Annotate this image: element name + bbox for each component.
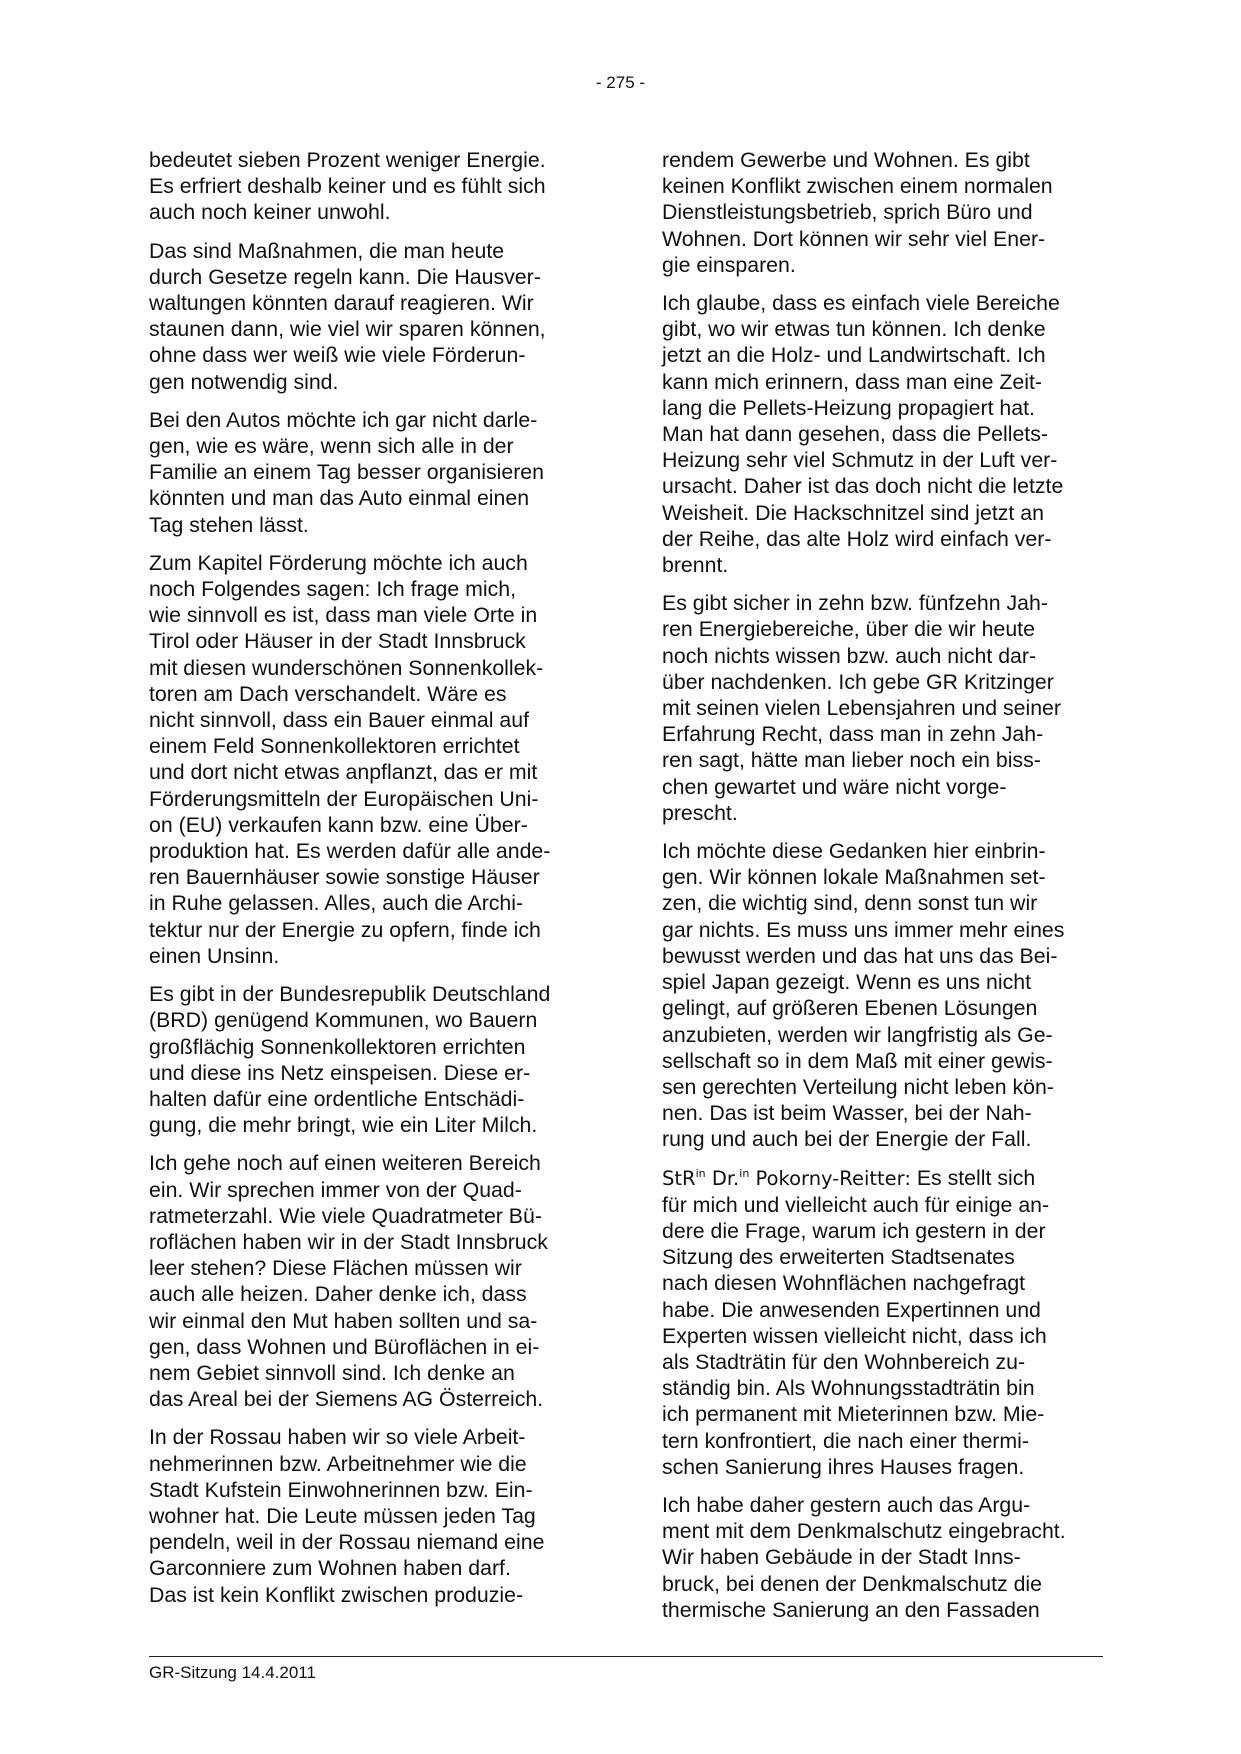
paragraph xyxy=(662,1492,1102,1623)
text-line: Weisheit. Die Hackschnitzel sind jetzt an xyxy=(662,500,1044,525)
text-line: Förderungsmitteln der Europäischen Uni- xyxy=(149,786,539,811)
text-line: in Ruhe gelassen. Alles, auch die Archi- xyxy=(149,891,524,916)
text-line: gelingt, auf größeren Ebenen Lösungen xyxy=(662,996,1038,1021)
text-line: Ich habe daher gestern auch das Argu- xyxy=(662,1492,1031,1517)
text-line: Das sind Maßnahmen, die man heute xyxy=(149,238,505,263)
text-line: ständig bin. Als Wohnungsstadträtin bin xyxy=(662,1376,1035,1401)
text-line: mit diesen wunderschönen Sonnenkollek- xyxy=(149,655,544,680)
text-line: lang die Pellets-Heizung propagiert hat. xyxy=(662,395,1035,420)
text-line: wohner hat. Die Leute müssen jeden Tag xyxy=(149,1503,536,1528)
text-line: gen, dass Wohnen und Büroflächen in ei- xyxy=(149,1334,540,1359)
text-line: on (EU) verkaufen kann bzw. eine Über- xyxy=(149,812,528,837)
text-line: tektur nur der Energie zu opfern, finde ich xyxy=(149,917,541,942)
text-line: Ich glaube, dass es einfach viele Bereiche xyxy=(662,291,1060,316)
text-line: noch Folgendes sagen: Ich frage mich, xyxy=(149,577,516,602)
text-line: großflächig Sonnenkollektoren errichten xyxy=(149,1034,526,1059)
text-line: bruck, bei denen der Denkmalschutz die xyxy=(662,1571,1043,1596)
text-line: nen. Das ist beim Wasser, bei der Nah- xyxy=(662,1101,1032,1126)
text-line: ich permanent mit Mieterinnen bzw. Mie- xyxy=(662,1402,1045,1427)
text-line: nehmerinnen bzw. Arbeitnehmer wie die xyxy=(149,1451,527,1476)
text-line: nicht sinnvoll, dass ein Bauer einmal auf xyxy=(149,708,530,733)
text-line: leer stehen? Diese Flächen müssen wir xyxy=(149,1256,522,1281)
text-line: Familie an einem Tag besser organisieren xyxy=(149,460,544,485)
text-line: und diese ins Netz einspeisen. Diese er- xyxy=(149,1060,531,1085)
text-line: ren Bauernhäuser sowie sonstige Häuser xyxy=(149,865,540,890)
text-line: bedeutet sieben Prozent weniger Energie. xyxy=(149,148,546,172)
text-line: durch Gesetze regeln kann. Die Hausver- xyxy=(149,264,541,289)
text-line: ren Energiebereiche, über die wir heute xyxy=(662,617,1035,642)
text-line: ursacht. Daher ist das doch nicht die letzte xyxy=(662,474,1064,499)
text-line: Heizung sehr viel Schmutz in der Luft ver- xyxy=(662,448,1058,473)
text-line: ein. Wir sprechen immer von der Quad- xyxy=(149,1177,522,1202)
text-line: tern konfrontiert, die nach einer thermi- xyxy=(662,1428,1029,1453)
text-line: das Areal bei der Siemens AG Österreich. xyxy=(149,1387,544,1412)
text-line: nem Gebiet sinnvoll sind. Ich denke an xyxy=(149,1360,515,1385)
text-line: jetzt an die Holz- und Landwirtschaft. Ich xyxy=(662,343,1046,368)
text-line: Ich möchte diese Gedanken hier einbrin- xyxy=(662,839,1046,864)
text-line: roflächen haben wir in der Stadt Innsbruck xyxy=(149,1229,548,1254)
paragraph xyxy=(662,147,1102,278)
text-line: gung, die mehr bringt, wie ein Liter Milch. xyxy=(149,1113,538,1138)
text-line: kann mich erinnern, dass man eine Zeit- xyxy=(662,369,1042,394)
text-line: ren sagt, hätte man lieber noch ein biss- xyxy=(662,748,1041,773)
text-line: habe. Die anwesenden Expertinnen und xyxy=(662,1297,1041,1322)
text-line: einem Feld Sonnenkollektoren errichtet xyxy=(149,734,520,759)
text-line: Es gibt in der Bundesrepublik Deutschland xyxy=(149,982,551,1007)
text-line: Wohnen. Dort können wir sehr viel Ener- xyxy=(662,226,1046,251)
right-column xyxy=(662,147,1102,1635)
paragraph xyxy=(662,290,1102,578)
text-line: einen Unsinn. xyxy=(149,943,280,968)
text-line: könnten und man das Auto einmal einen xyxy=(149,486,530,511)
text-line: schen Sanierung ihres Hauses fragen. xyxy=(662,1454,1025,1479)
text-line: Es erfriert deshalb keiner und es fühlt sich xyxy=(149,174,546,199)
text-line: sen gerechten Verteilung nicht leben kön- xyxy=(662,1074,1054,1099)
text-line: Zum Kapitel Förderung möchte ich auch xyxy=(149,550,528,575)
right-column-paragraphs xyxy=(662,147,1102,1153)
text-line: zen, die wichtig sind, denn sonst tun wir xyxy=(662,891,1038,916)
text-line: als Stadträtin für den Wohnbereich zu- xyxy=(662,1349,1026,1374)
paragraph xyxy=(149,407,589,538)
text-line: auch noch keiner unwohl. xyxy=(149,200,391,225)
text-line: anzubieten, werden wir langfristig als Ge- xyxy=(662,1022,1053,1047)
speaker-paragraph xyxy=(662,1165,1102,1480)
text-line: Tag stehen lässt. xyxy=(149,512,309,537)
text-line: spiel Japan gezeigt. Wenn es uns nicht xyxy=(662,970,1031,995)
text-line: über nachdenken. Ich gebe GR Kritzinger xyxy=(662,669,1054,694)
text-line: dere die Frage, warum ich gestern in der xyxy=(662,1218,1046,1243)
text-line: und dort nicht etwas anpflanzt, das er mit xyxy=(149,760,538,785)
text-line: noch nichts wissen bzw. auch nicht dar- xyxy=(662,643,1037,668)
text-line: halten dafür eine ordentliche Entschädi- xyxy=(149,1086,525,1111)
text-line: pendeln, weil in der Rossau niemand eine xyxy=(149,1530,545,1555)
text-line: gie einsparen. xyxy=(662,252,796,277)
text-line: gen. Wir können lokale Maßnahmen set- xyxy=(662,865,1046,890)
text-line: für mich und vielleicht auch für einige an- xyxy=(662,1192,1050,1217)
text-line: rendem Gewerbe und Wohnen. Es gibt xyxy=(662,148,1030,172)
text-line: ratmeterzahl. Wie viele Quadratmeter Bü- xyxy=(149,1203,542,1228)
paragraph xyxy=(149,550,589,969)
text-line: ohne dass wer weiß wie viele Förderun- xyxy=(149,343,526,368)
text-line: produktion hat. Es werden dafür alle ande- xyxy=(149,839,551,864)
paragraph xyxy=(149,238,589,395)
page-number: - 275 - xyxy=(595,73,646,92)
text-line: Tirol oder Häuser in der Stadt Innsbruck xyxy=(149,629,526,654)
text-line: staunen dann, wie viel wir sparen können, xyxy=(149,317,546,342)
text-line: Bei den Autos möchte ich gar nicht darle- xyxy=(149,407,538,432)
text-line: In der Rossau haben wir so viele Arbeit- xyxy=(149,1425,526,1450)
paragraph xyxy=(149,1150,589,1412)
text-line: rung und auch bei der Energie der Fall. xyxy=(662,1127,1032,1152)
text-line: Dienstleistungsbetrieb, sprich Büro und xyxy=(662,200,1033,225)
text-line: bewusst werden und das hat uns das Bei- xyxy=(662,943,1058,968)
text-line: mit seinen vielen Lebensjahren und seiner xyxy=(662,696,1061,721)
text-line: Stadt Kufstein Einwohnerinnen bzw. Ein- xyxy=(149,1477,533,1502)
text-line: prescht. xyxy=(662,800,738,825)
text-line: (BRD) genügend Kommunen, wo Bauern xyxy=(149,1008,538,1033)
text-line: gen, wie es wäre, wenn sich alle in der xyxy=(149,434,514,459)
text-line: Erfahrung Recht, dass man in zehn Jah- xyxy=(662,722,1044,747)
speaker-name: StR$^{in}$ Dr.$^{in}$ Pokorny-Reitter: xyxy=(662,1166,911,1190)
right-column-closing xyxy=(662,1492,1102,1623)
text-line: Man hat dann gesehen, dass die Pellets- xyxy=(662,422,1048,447)
paragraph xyxy=(662,590,1102,826)
text-line: Das ist kein Konflikt zwischen produzie- xyxy=(149,1582,524,1607)
text-line: waltungen könnten darauf reagieren. Wir xyxy=(149,291,534,316)
text-line: gibt, wo wir etwas tun können. Ich denke xyxy=(662,317,1046,342)
paragraph xyxy=(662,838,1102,1152)
text-line: auch alle heizen. Daher denke ich, dass xyxy=(149,1282,527,1307)
text-line: brennt. xyxy=(662,553,729,578)
paragraph xyxy=(149,1424,589,1607)
footer-rule xyxy=(149,1656,1103,1657)
text-line: wir einmal den Mut haben sollten und sa- xyxy=(149,1308,538,1333)
text-line: gen notwendig sind. xyxy=(149,369,339,394)
text-line: toren am Dach verschandelt. Wäre es xyxy=(149,681,507,706)
text-line: Ich gehe noch auf einen weiteren Bereich xyxy=(149,1151,541,1176)
text-line: gar nichts. Es muss uns immer mehr eines xyxy=(662,917,1065,942)
text-line: thermische Sanierung an den Fassaden xyxy=(662,1597,1040,1622)
text-line: nach diesen Wohnflächen nachgefragt xyxy=(662,1271,1026,1296)
paragraph xyxy=(149,981,589,1138)
text-line: Garconniere zum Wohnen haben darf. xyxy=(149,1556,511,1581)
text-line: ment mit dem Denkmalschutz eingebracht. xyxy=(662,1519,1066,1544)
text-line: Sitzung des erweiterten Stadtsenates xyxy=(662,1245,1015,1270)
footer-session-date: GR-Sitzung 14.4.2011 xyxy=(149,1663,316,1682)
paragraph xyxy=(149,147,589,226)
left-column xyxy=(149,147,589,1620)
text-line: Wir haben Gebäude in der Stadt Inns- xyxy=(662,1545,1021,1570)
text-line: sellschaft so in dem Maß mit einer gewis- xyxy=(662,1048,1053,1073)
text-line: keinen Konflikt zwischen einem normalen xyxy=(662,174,1053,199)
text-line: chen gewartet und wäre nicht vorge- xyxy=(662,774,1007,799)
text-line: Experten wissen vielleicht nicht, dass ich xyxy=(662,1323,1047,1348)
text-line: Es gibt sicher in zehn bzw. fünfzehn Jah- xyxy=(662,591,1048,616)
speaker-text xyxy=(662,1192,1102,1480)
text-line: der Reihe, das alte Holz wird einfach ver- xyxy=(662,526,1052,551)
text-line: wie sinnvoll es ist, dass man viele Orte in xyxy=(149,603,538,628)
speaker-first-line: StR$^{in}$ Dr.$^{in}$ Pokorny-Reitter: Es stellt sich xyxy=(662,1165,1036,1190)
